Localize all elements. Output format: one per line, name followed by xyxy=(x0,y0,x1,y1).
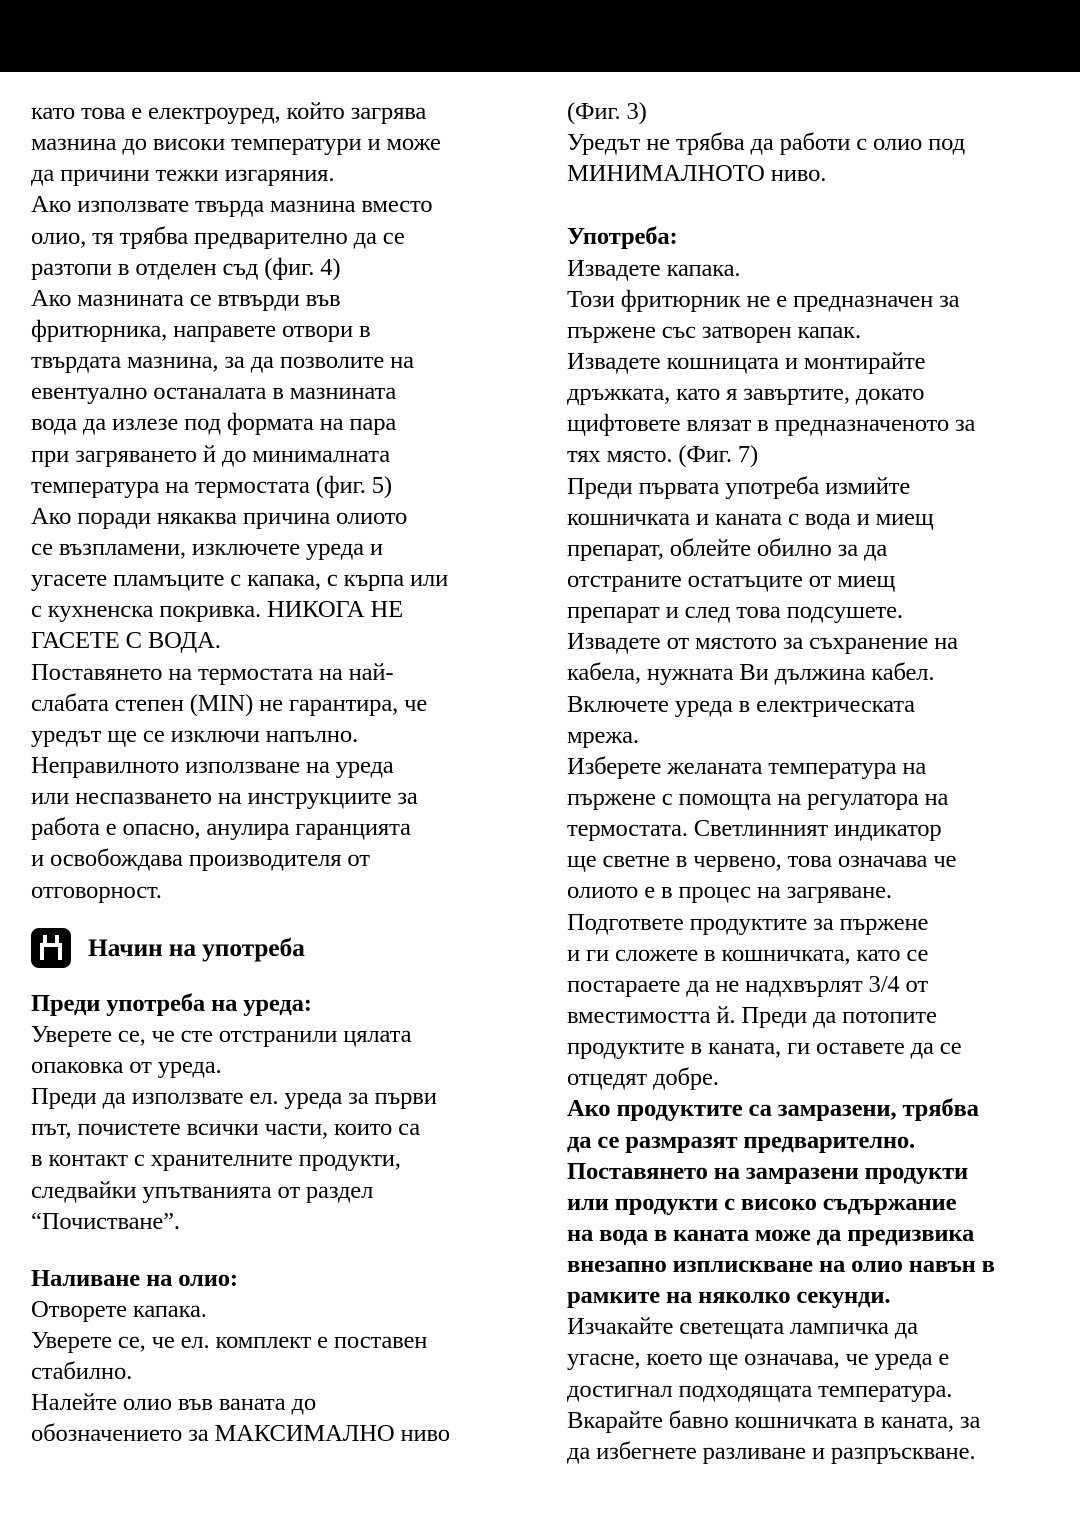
text-line: препарат и след това подсушете. xyxy=(567,597,903,625)
text-line: мрежа. xyxy=(567,721,639,749)
text-line: Ако мазнината се втвърди във xyxy=(31,284,341,312)
text-line: препарат, облейте обилно за да xyxy=(567,534,888,562)
text-line: при загряването й до минималната xyxy=(31,440,390,468)
text-line: уредът ще се изключи напълно. xyxy=(31,720,358,748)
text-line: Налейте олио във ваната до xyxy=(31,1389,317,1417)
heading-before-use: Преди употреба на уреда: xyxy=(31,989,312,1017)
text-line: евентуално останалата в мазнината xyxy=(31,378,397,406)
warning-line: Ако продуктите са замразени, трябва xyxy=(567,1095,979,1123)
text-line: Отворете капака. xyxy=(31,1295,207,1323)
text-line: олиото е в процес на загряване. xyxy=(567,877,892,905)
warning-line: внезапно изплискване на олио навън в xyxy=(567,1251,995,1279)
text-line: мазнина до високи температури и може xyxy=(31,129,441,157)
text-line: Подгответе продуктите за пържене xyxy=(567,908,929,936)
text-line: разтопи в отделен съд (фиг. 4) xyxy=(31,253,341,281)
text-line: МИНИМАЛНОТО ниво. xyxy=(567,160,827,188)
text-line: Вкарайте бавно кошничката в каната, за xyxy=(567,1406,981,1434)
text-line: Изберете желаната температура на xyxy=(567,752,927,780)
text-line: и освобождава производителя от xyxy=(31,845,370,873)
text-line: Уверете се, че ел. комплект е поставен xyxy=(31,1327,428,1355)
text-line: в контакт с хранителните продукти, xyxy=(31,1145,401,1173)
text-line: с кухненска покривка. НИКОГА НЕ xyxy=(31,596,403,624)
text-line: Преди първата употреба измийте xyxy=(567,472,911,500)
text-line: пържене с помощта на регулатора на xyxy=(567,783,949,811)
text-line: “Почистване”. xyxy=(31,1207,180,1235)
left-column xyxy=(31,96,531,1450)
section-label: Начин на употреба xyxy=(88,933,305,963)
text-line: отцедят добре. xyxy=(567,1064,719,1092)
text-line: вместимостта й. Преди да потопите xyxy=(567,1001,937,1029)
warning-line: рамките на няколко секунди. xyxy=(567,1282,891,1310)
text-line: или неспазването на инструкциите за xyxy=(31,783,418,811)
plug-icon xyxy=(31,928,71,968)
text-line: Уредът не трябва да работи с олио под xyxy=(567,129,965,157)
warning-line: или продукти с високо съдържание xyxy=(567,1188,957,1216)
text-line: се възпламени, изключете уреда и xyxy=(31,533,383,561)
warning-line: на вода в каната може да предизвика xyxy=(567,1219,975,1247)
oil-text xyxy=(31,1294,531,1450)
text-line: отговорност. xyxy=(31,876,162,904)
text-line: пържене със затворен капак. xyxy=(567,316,861,344)
text-line: угасете пламъците с капака, с кърпа или xyxy=(31,565,449,593)
text-line: Включете уреда в електрическата xyxy=(567,690,915,718)
section-title xyxy=(31,925,531,971)
text-line: път, почистете всички части, които са xyxy=(31,1114,421,1142)
text-line: като това е електроуред, който загрява xyxy=(31,98,427,125)
text-line: продуктите в каната, ги оставете да се xyxy=(567,1033,962,1061)
text-line: кошничката и каната с вода и миещ xyxy=(567,503,934,531)
text-line: отстраните остатъците от миещ xyxy=(567,565,896,593)
text-line: Този фритюрник не е предназначен за xyxy=(567,285,960,313)
text-line: следвайки упътванията от раздел xyxy=(31,1176,374,1204)
text-line: Изчакайте светещата лампичка да xyxy=(567,1313,918,1341)
text-line: Извадете от мястото за съхранение на xyxy=(567,628,958,656)
text-line: обозначението за МАКСИМАЛНО ниво xyxy=(31,1420,450,1448)
left-text-block xyxy=(31,96,531,906)
text-line: дръжката, като я завъртите, докато xyxy=(567,379,925,407)
text-line: Преди да използвате ел. уреда за първи xyxy=(31,1083,437,1111)
text-line: олио, тя трябва предварително да се xyxy=(31,222,405,250)
text-line: работа е опасно, анулира гаранцията xyxy=(31,814,411,842)
text-line: стабилно. xyxy=(31,1358,133,1386)
text-line: опаковка от уреда. xyxy=(31,1051,222,1079)
text-line: да избегнете разливане и разпръскване. xyxy=(567,1437,976,1465)
text-line: (Фиг. 3) xyxy=(567,98,647,125)
text-line: Ако използвате твърда мазнина вместо xyxy=(31,191,433,219)
text-line: щифтовете влязат в предназначеното за xyxy=(567,410,976,438)
text-line: кабела, нужната Ви дължина кабел. xyxy=(567,659,935,687)
end-text xyxy=(567,1311,1062,1467)
text-line: Ако поради някаква причина олиото xyxy=(31,502,408,530)
text-line: да причини тежки изгаряния. xyxy=(31,160,335,188)
text-line: термостата. Светлинният индикатор xyxy=(567,815,942,843)
text-line: достигнал подходящата температура. xyxy=(567,1375,953,1403)
text-line: Поставянето на термостата на най- xyxy=(31,658,394,686)
right-column xyxy=(567,96,1062,1467)
before-use-text xyxy=(31,1019,531,1237)
heading-use: Употреба: xyxy=(567,223,678,251)
text-line: и ги сложете в кошничката, като се xyxy=(567,939,929,967)
text-line: угасне, което ще означава, че уреда е xyxy=(567,1344,950,1372)
text-line: температура на термостата (фиг. 5) xyxy=(31,471,392,499)
text-line: Неправилното използване на уреда xyxy=(31,751,394,779)
text-line: фритюрника, направете отвори в xyxy=(31,315,371,343)
warning-line: да се размразят предварително. xyxy=(567,1126,916,1154)
text-line: постараете да не надхвърлят 3/4 от xyxy=(567,970,928,998)
text-line: ГАСЕТЕ С ВОДА. xyxy=(31,627,221,655)
text-line: слабата степен (MIN) не гарантира, че xyxy=(31,689,428,717)
header-bar xyxy=(0,0,1080,72)
text-line: вода да излезе под формата на пара xyxy=(31,409,397,437)
use-text xyxy=(567,253,1062,1094)
frozen-warning xyxy=(567,1093,1062,1311)
text-line: тях място. (Фиг. 7) xyxy=(567,441,759,469)
warning-line: Поставянето на замразени продукти xyxy=(567,1157,969,1185)
text-line: Извадете кошницата и монтирайте xyxy=(567,347,926,375)
text-line: Извадете капака. xyxy=(567,254,741,282)
text-line: твърдата мазнина, за да позволите на xyxy=(31,347,414,375)
right-text-block xyxy=(567,96,1062,189)
text-line: Уверете се, че сте отстранили цялата xyxy=(31,1020,412,1048)
heading-oil: Наливане на олио: xyxy=(31,1264,238,1292)
text-line: ще светне в червено, това означава че xyxy=(567,846,957,874)
